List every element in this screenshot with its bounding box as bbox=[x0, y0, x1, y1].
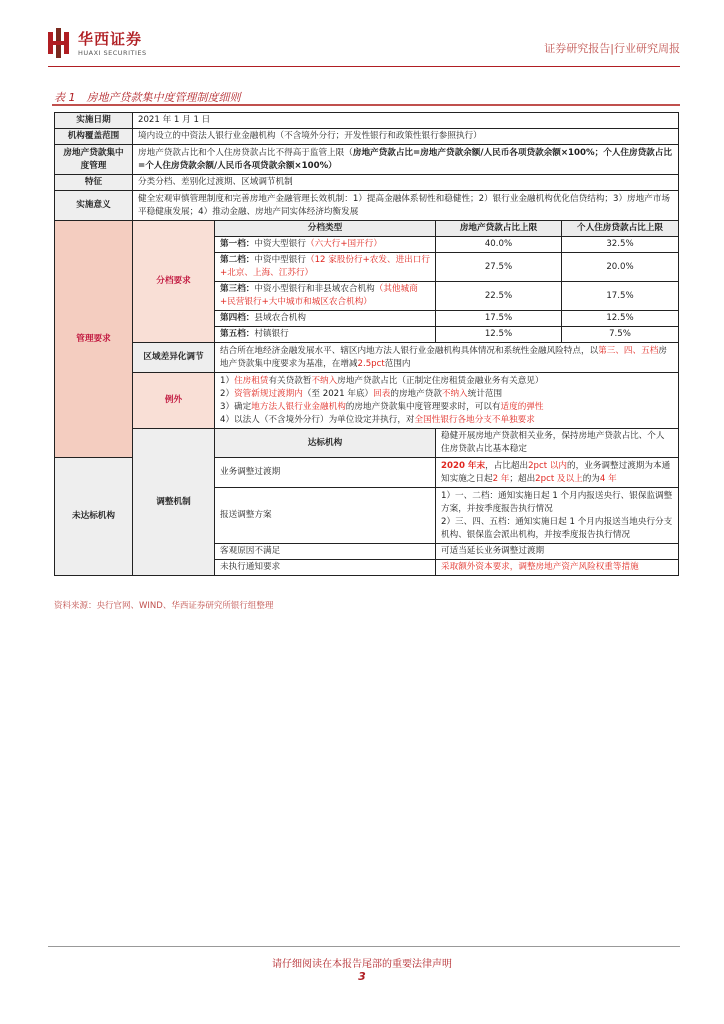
tier-desc: 第一档：中资大型银行（六大行+国开行） bbox=[215, 237, 436, 253]
noncompliant-label: 未达标机构 bbox=[55, 458, 133, 576]
exceptions-value bbox=[215, 373, 679, 429]
legal-notice: 请仔细阅读在本报告尾部的重要法律声明 bbox=[272, 959, 452, 970]
report-line: 2）三、四、五档：通知实施日起 1 个月内报送当地央行分支机构、银保监会派出机构，并按季度报告执行情况 bbox=[441, 516, 673, 540]
regional-label: 区域差异化调节 bbox=[133, 343, 215, 373]
tier-mortgage-cap: 7.5% bbox=[562, 327, 679, 343]
tier-desc: 第四档：县域农合机构 bbox=[215, 311, 436, 327]
tier-desc: 第二档：中资中型银行（12 家股份行+农发、进出口行+北京、上海、江苏行） bbox=[215, 253, 436, 282]
page-number: 3 bbox=[358, 970, 366, 983]
title-divider bbox=[52, 104, 680, 106]
tier-re-cap: 17.5% bbox=[436, 311, 562, 327]
concentration-value bbox=[133, 145, 679, 175]
row-compliant bbox=[55, 429, 679, 458]
tier-label: 分档要求 bbox=[133, 221, 215, 343]
tier-desc: 第五档：村镇银行 bbox=[215, 327, 436, 343]
report-line: 1）一、二档：通知实施日起 1 个月内报送央行、银保监调整方案，并按季度报告执行情况 bbox=[441, 490, 673, 514]
logo-name-en: HUAXI SECURITIES bbox=[78, 49, 147, 57]
tier-mortgage-cap: 20.0% bbox=[562, 253, 679, 282]
report-type: 证券研究报告|行业研究周报 bbox=[544, 42, 680, 55]
objective-label: 客观原因不满足 bbox=[215, 544, 436, 560]
logo-name-cn: 华西证券 bbox=[78, 30, 143, 48]
transition-label: 业务调整过渡期 bbox=[215, 458, 436, 488]
row-scope bbox=[55, 129, 679, 145]
significance-value: 健全宏观审慎管理制度和完善房地产金融管理长效机制：1）提高金融体系韧性和稳健性；2）银行业金融机构优化信贷结构；3）房地产市场平稳健康发展；4）推动金融、房地产同实体经济均衡发展 bbox=[133, 191, 679, 221]
exception-item: 4）以法人（不含境外分行）为单位设定并执行，对全国性银行各地分支不单独要求 bbox=[220, 414, 535, 425]
compliant-label: 达标机构 bbox=[215, 429, 436, 458]
regional-value: 结合所在地经济金融发展水平、辖区内地方法人银行业金融机构具体情况和系统性金融风险特点，以第三、四、五档房地产贷款集中度要求为基准，在增减2.5pct范围内 bbox=[215, 343, 679, 373]
tier-mortgage-cap: 32.5% bbox=[562, 237, 679, 253]
objective-value: 可适当延长业务调整过渡期 bbox=[436, 544, 679, 560]
concentration-text: 房地产贷款占比和个人住房贷款占比不得高于监管上限（ bbox=[138, 147, 353, 158]
exception-item: 2）资管新规过渡期内（至 2021 年底）回表的房地产贷款不纳入统计范围 bbox=[220, 388, 503, 399]
row-exceptions bbox=[55, 373, 679, 429]
features-label: 特征 bbox=[55, 175, 133, 191]
compliant-value: 稳健开展房地产贷款相关业务，保持房地产贷款占比、个人住房贷款占比基本稳定 bbox=[436, 429, 679, 458]
row-concentration bbox=[55, 145, 679, 175]
source-note: 资料来源：央行官网、WIND、华西证券研究所银行组整理 bbox=[54, 601, 274, 611]
scope-value: 境内设立的中资法人银行业金融机构（不含境外分行；开发性银行和政策性银行参照执行） bbox=[133, 129, 679, 145]
header-divider bbox=[48, 66, 680, 67]
tier-re-cap: 27.5% bbox=[436, 253, 562, 282]
significance-label: 实施意义 bbox=[55, 191, 133, 221]
row-significance bbox=[55, 191, 679, 221]
tier-re-cap: 22.5% bbox=[436, 282, 562, 311]
impl-date-label: 实施日期 bbox=[55, 113, 133, 129]
report-value bbox=[436, 488, 679, 544]
concentration-formula: 房地产贷款占比=房地产贷款余额/人民币各项贷款余额×100%；个人住房贷款占比=个人住房贷款余额/人民币各项贷款余额×100%） bbox=[138, 147, 672, 171]
features-value: 分类分档、差别化过渡期、区域调节机制 bbox=[133, 175, 679, 191]
report-label: 报送调整方案 bbox=[215, 488, 436, 544]
page-header bbox=[48, 22, 680, 64]
table-title: 表 1 房地产贷款集中度管理制度细则 bbox=[54, 91, 241, 104]
nonexec-value: 采取额外资本要求，调整房地产资产风险权重等措施 bbox=[436, 560, 679, 576]
impl-date-value: 2021 年 1 月 1 日 bbox=[133, 113, 679, 129]
exception-item: 3）确定地方法人银行业金融机构的房地产贷款集中度管理要求时，可以有适度的弹性 bbox=[220, 401, 544, 412]
management-label: 管理要求 bbox=[55, 221, 133, 458]
adjustment-label: 调整机制 bbox=[133, 429, 215, 576]
mortgage-cap-header: 个人住房贷款占比上限 bbox=[562, 221, 679, 237]
row-regional bbox=[55, 343, 679, 373]
tier-desc: 第三档：中资小型银行和非县域农合机构（其他城商+民营银行+大中城市和城区农合机构） bbox=[215, 282, 436, 311]
transition-value: 2020 年末，占比超出2pct 以内的，业务调整过渡期为本通知实施之日起2 年；超出2pct 及以上的为4 年 bbox=[436, 458, 679, 488]
exceptions-label: 例外 bbox=[133, 373, 215, 429]
nonexec-label: 未执行通知要求 bbox=[215, 560, 436, 576]
tier-mortgage-cap: 12.5% bbox=[562, 311, 679, 327]
exception-item: 1）住房租赁有关贷款暂不纳入房地产贷款占比（正制定住房租赁金融业务有关意见） bbox=[220, 375, 544, 386]
tier-type-header: 分档类型 bbox=[215, 221, 436, 237]
scope-label: 机构覆盖范围 bbox=[55, 129, 133, 145]
re-cap-header: 房地产贷款占比上限 bbox=[436, 221, 562, 237]
tier-header-row bbox=[55, 221, 679, 237]
tier-mortgage-cap: 17.5% bbox=[562, 282, 679, 311]
row-features bbox=[55, 175, 679, 191]
concentration-label: 房地产贷款集中度管理 bbox=[55, 145, 133, 175]
row-impl-date bbox=[55, 113, 679, 129]
huaxi-logo-icon bbox=[48, 28, 70, 58]
footer-divider bbox=[48, 946, 680, 947]
regulation-table bbox=[54, 112, 679, 576]
tier-re-cap: 12.5% bbox=[436, 327, 562, 343]
tier-re-cap: 40.0% bbox=[436, 237, 562, 253]
